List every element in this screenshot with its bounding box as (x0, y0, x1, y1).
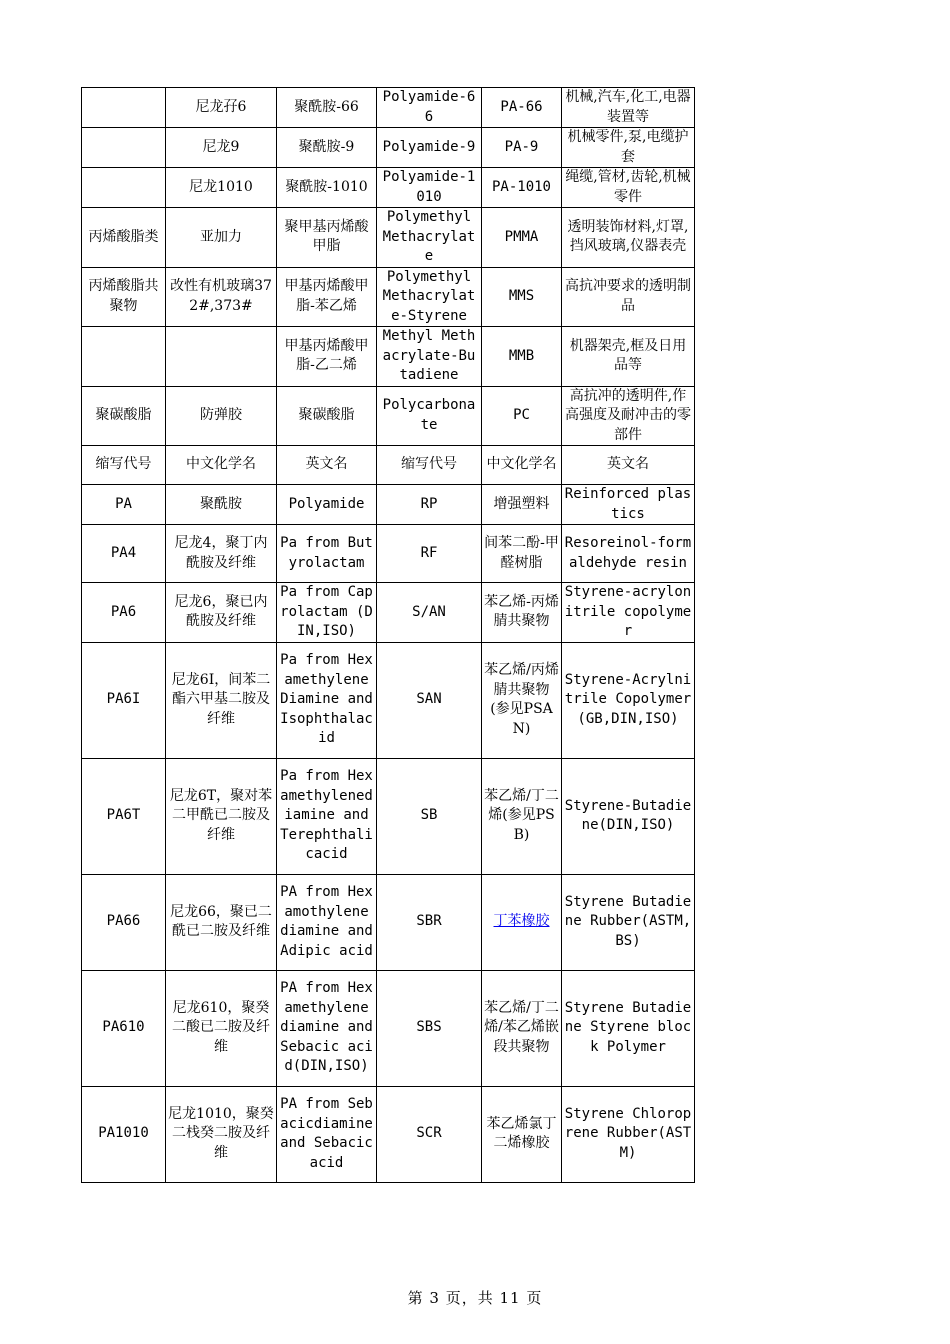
column-header: 缩写代号 (82, 446, 166, 485)
table-cell: 聚酰胺 (166, 485, 277, 525)
table-row (82, 758, 695, 874)
table-row (82, 970, 695, 1086)
table-cell: 改性有机玻璃372#,373# (166, 267, 277, 327)
table-cell: Styrene Chloroprene Rubber(ASTM) (562, 1086, 695, 1182)
table-cell: PA from Sebacicdiamine and Sebacic acid (277, 1086, 377, 1182)
table-cell: PA66 (82, 874, 166, 970)
column-header: 中文化学名 (482, 446, 562, 485)
data-table (81, 87, 695, 1183)
table-row (82, 525, 695, 583)
table-cell: 苯乙烯/丙烯腈共聚物(参见PSAN) (482, 642, 562, 758)
table-cell: Polymethyl Methacrylate-Styrene (377, 267, 482, 327)
table-cell: Pa from Hexamethylene Diamine and Isophthalacid (277, 642, 377, 758)
table-cell: Polyamide-9 (377, 128, 482, 168)
table-cell: 聚甲基丙烯酸甲脂 (277, 208, 377, 268)
table-cell: SBR (377, 874, 482, 970)
table-cell: PA6 (82, 583, 166, 643)
table-cell: Polyamide-66 (377, 88, 482, 128)
table-cell: 机械零件,泵,电缆护套 (562, 128, 695, 168)
table-row (82, 208, 695, 268)
table-cell: MMB (482, 327, 562, 387)
table-cell: 高抗冲的透明件,作高强度及耐冲击的零部件 (562, 386, 695, 446)
table-cell: PA6T (82, 758, 166, 874)
table-cell: 间苯二酚-甲醛树脂 (482, 525, 562, 583)
table-cell: SCR (377, 1086, 482, 1182)
table-cell: 聚酰胺-1010 (277, 168, 377, 208)
table-cell: PMMA (482, 208, 562, 268)
table-cell (82, 88, 166, 128)
table-cell: 尼龙1010 (166, 168, 277, 208)
table-row (82, 874, 695, 970)
table-row (82, 88, 695, 128)
table-cell: 聚酰胺-9 (277, 128, 377, 168)
table-cell: 透明装饰材料,灯罩,挡风玻璃,仪器表壳 (562, 208, 695, 268)
table-cell: 苯乙烯氯丁二烯橡胶 (482, 1086, 562, 1182)
table-row (82, 327, 695, 387)
table-cell: Polyamide-1010 (377, 168, 482, 208)
table-cell: Styrene Butadiene Styrene block Polymer (562, 970, 695, 1086)
table-cell: Resoreinol-formaldehyde resin (562, 525, 695, 583)
table-cell: 绳缆,管材,齿轮,机械零件 (562, 168, 695, 208)
table-cell: 机器架壳,框及日用品等 (562, 327, 695, 387)
table-cell: 丙烯酸脂共聚物 (82, 267, 166, 327)
table-cell: PA-1010 (482, 168, 562, 208)
table-cell (482, 874, 562, 970)
table-cell: 尼龙6I，间苯二酯六甲基二胺及纤维 (166, 642, 277, 758)
table-cell: 尼龙1010，聚癸二栈癸二胺及纤维 (166, 1086, 277, 1182)
table-cell: 防弹胶 (166, 386, 277, 446)
table-cell: 增强塑料 (482, 485, 562, 525)
table-cell: 尼龙66，聚已二酰已二胺及纤维 (166, 874, 277, 970)
column-header: 中文化学名 (166, 446, 277, 485)
table-row (82, 386, 695, 446)
table-cell: SBS (377, 970, 482, 1086)
table-cell: PA1010 (82, 1086, 166, 1182)
table-cell: 亚加力 (166, 208, 277, 268)
table-cell: MMS (482, 267, 562, 327)
table-cell: PC (482, 386, 562, 446)
table-cell: PA from Hexamothylene diamine and Adipic acid (277, 874, 377, 970)
table-cell: 尼龙孖6 (166, 88, 277, 128)
table-row (82, 128, 695, 168)
table-cell: 聚碳酸脂 (82, 386, 166, 446)
column-header: 英文名 (562, 446, 695, 485)
table-cell: RF (377, 525, 482, 583)
table-cell (166, 327, 277, 387)
table-cell: PA-66 (482, 88, 562, 128)
table-cell (82, 168, 166, 208)
table-cell: Polymethyl Methacrylate (377, 208, 482, 268)
table-cell: S/AN (377, 583, 482, 643)
table-cell: PA6I (82, 642, 166, 758)
table-cell: PA610 (82, 970, 166, 1086)
table-cell: PA4 (82, 525, 166, 583)
table-row (82, 168, 695, 208)
table-cell: 苯乙烯/丁二烯/苯乙烯嵌段共聚物 (482, 970, 562, 1086)
table-cell: RP (377, 485, 482, 525)
table-cell: 尼龙9 (166, 128, 277, 168)
table-cell (82, 128, 166, 168)
table-cell: SAN (377, 642, 482, 758)
table-cell: 甲基丙烯酸甲脂-苯乙烯 (277, 267, 377, 327)
table-cell: 尼龙610，聚癸二酸已二胺及纤维 (166, 970, 277, 1086)
table-cell: 苯乙烯-丙烯腈共聚物 (482, 583, 562, 643)
table-cell: Methyl Methacrylate-Butadiene (377, 327, 482, 387)
table-row (82, 485, 695, 525)
table-cell: PA from Hexamethylene diamine and Sebacic acid(DIN,ISO) (277, 970, 377, 1086)
table-cell: Styrene Butadiene Rubber(ASTM,BS) (562, 874, 695, 970)
table-cell: Pa from Caprolactam (DIN,ISO) (277, 583, 377, 643)
sbr-link[interactable]: 丁苯橡胶 (493, 913, 550, 930)
table-header-row (82, 446, 695, 485)
table-cell: Styrene-Butadiene(DIN,ISO) (562, 758, 695, 874)
table-cell (82, 327, 166, 387)
table-cell: 尼龙6T，聚对苯二甲酰已二胺及纤维 (166, 758, 277, 874)
column-header: 缩写代号 (377, 446, 482, 485)
table-cell: 甲基丙烯酸甲脂-乙二烯 (277, 327, 377, 387)
table-cell: 聚酰胺-66 (277, 88, 377, 128)
table-cell: Polyamide (277, 485, 377, 525)
table-cell: PA-9 (482, 128, 562, 168)
table-cell: Polycarbonate (377, 386, 482, 446)
table-cell: SB (377, 758, 482, 874)
table-cell: 苯乙烯/丁二烯(参见PSB) (482, 758, 562, 874)
table-row (82, 642, 695, 758)
table-cell: PA (82, 485, 166, 525)
table-cell: 高抗冲要求的透明制品 (562, 267, 695, 327)
table-row (82, 1086, 695, 1182)
table-cell: Pa from Hexamethylenediamine and Terephthalicacid (277, 758, 377, 874)
table-cell: Styrene-Acrylnitrile Copolymer(GB,DIN,ISO) (562, 642, 695, 758)
table-row (82, 267, 695, 327)
table-row (82, 583, 695, 643)
column-header: 英文名 (277, 446, 377, 485)
table-cell: Reinforced plastics (562, 485, 695, 525)
table-cell: Pa from Butyrolactam (277, 525, 377, 583)
table-cell: Styrene-acrylonitrile copolymer (562, 583, 695, 643)
table-cell: 尼龙6，聚已内酰胺及纤维 (166, 583, 277, 643)
table-cell: 聚碳酸脂 (277, 386, 377, 446)
table-cell: 机械,汽车,化工,电器装置等 (562, 88, 695, 128)
table-cell: 尼龙4，聚丁内酰胺及纤维 (166, 525, 277, 583)
table-cell: 丙烯酸脂类 (82, 208, 166, 268)
page-footer: 第 3 页，共 11 页 (407, 1289, 543, 1307)
